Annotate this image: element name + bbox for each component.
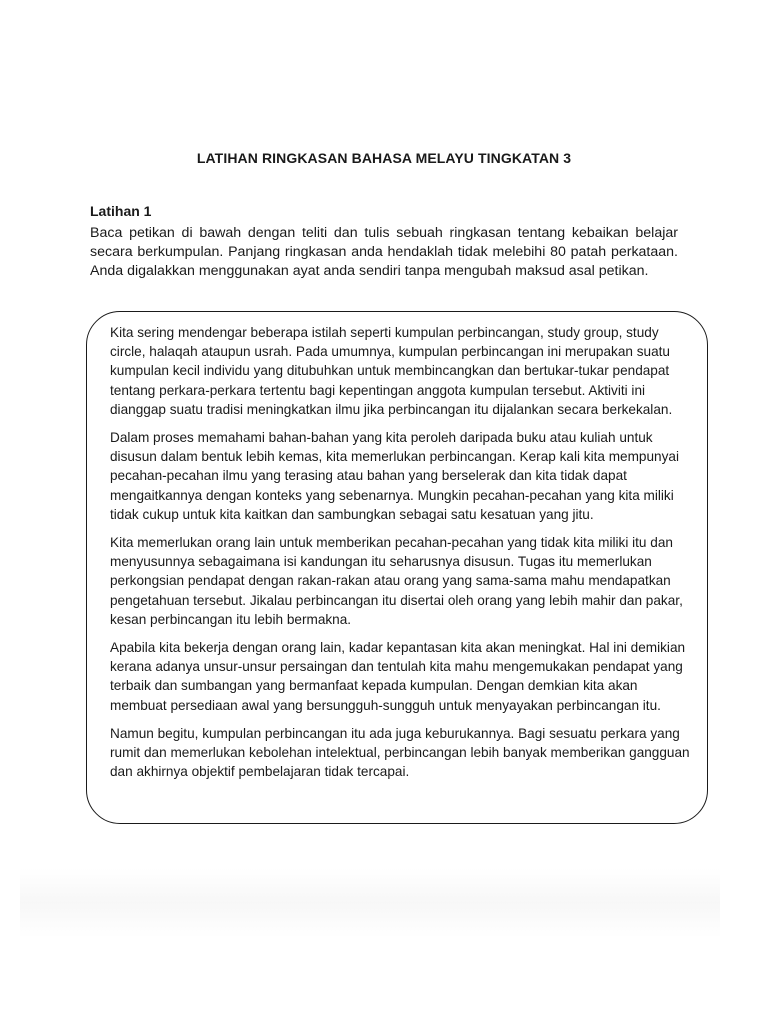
instructions-paragraph: Baca petikan di bawah dengan teliti dan tulis sebuah ringkasan tentang kebaikan belajar secara berkumpulan. Panjang ringkasan anda hendaklah tidak melebihi 80 patah perkataan. Anda digalakkan menggunakan ayat anda sendiri tanpa mengubah maksud asal petikan.: [90, 225, 678, 280]
passage-paragraph-5: Namun begitu, kumpulan perbincangan itu ada juga keburukannya. Bagi sesuatu perkara yang rumit dan memerlukan kebolehan intelektual, perbincangan lebih banyak memberikan gangguan dan akhirnya objektif pembelajaran tidak tercapai.: [110, 725, 690, 780]
page-footer-haze: [20, 868, 720, 938]
exercise-heading: Latihan 1: [90, 203, 152, 219]
passage-box: [86, 311, 708, 824]
passage-paragraph-1: Kita sering mendengar beberapa istilah seperti kumpulan perbincangan, study group, study circle, halaqah ataupun usrah. Pada umumnya, kumpulan perbincangan ini merupakan suatu kumpulan kecil individu yang ditubuhkan untuk membincangkan dan bertukar-tukar pendapat tentang perkara-perkara tertentu bagi kepentingan anggota kumpulan tersebut. Aktiviti ini dianggap suatu tradisi meningkatkan ilmu jika perbincangan itu dijalankan secara berkekalan.: [110, 325, 673, 417]
page-title: LATIHAN RINGKASAN BAHASA MELAYU TINGKATAN 3: [196, 150, 572, 166]
passage-paragraph-3: Kita memerlukan orang lain untuk memberikan pecahan-pecahan yang tidak kita miliki itu dan menyusunnya sebagaimana isi kandungan itu seharusnya disusun. Tugas itu memerlukan perkongsian pendapat dengan rakan-rakan atau orang yang sama-sama mahu mendapatkan pengetahuan tersebut. Jikalau perbincangan itu disertai oleh orang yang lebih mahir dan pakar, kesan perbincangan itu lebih bermakna.: [110, 535, 683, 627]
passage-paragraph-2: Dalam proses memahami bahan-bahan yang kita peroleh daripada buku atau kuliah untuk disusun dalam bentuk lebih kemas, kita memerlukan perbincangan. Kerap kali kita mempunyai pecahan-pecahan ilmu yang terasing atau bahan yang berselerak dan kita tidak dapat mengaitkannya dengan konteks yang sebenarnya. Mungkin pecahan-pecahan yang kita miliki tidak cukup untuk kita kaitkan dan sambungkan sebagai satu kesatuan yang jitu.: [110, 430, 679, 522]
passage-paragraph-4: Apabila kita bekerja dengan orang lain, kadar kepantasan kita akan meningkat. Hal ini demikian kerana adanya unsur-unsur persaingan dan tentulah kita mahu mengemukakan pendapat yang terbaik dan sumbangan yang bermanfaat kepada kumpulan. Dengan demkian kita akan membuat persediaan awal yang bersungguh-sungguh untuk menyayakan perbincangan itu.: [110, 640, 686, 713]
